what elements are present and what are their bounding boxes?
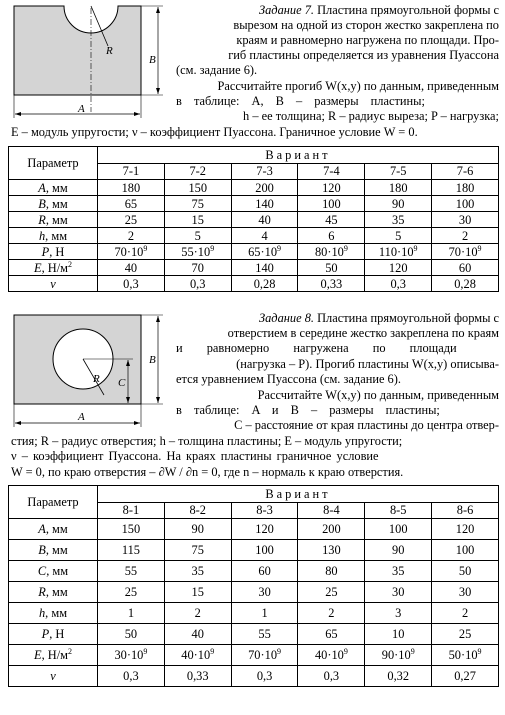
task8-cell: 35: [164, 561, 231, 582]
task8-cell: 0,3: [98, 666, 165, 687]
task7-cell: 70: [164, 260, 231, 276]
task8-cell: 30: [231, 582, 298, 603]
table-row: [9, 582, 499, 603]
task8-row-label: ν: [9, 666, 98, 687]
table-row: [9, 540, 499, 561]
task8-line-7: в таблице: A и B – размеры пластины;: [176, 403, 440, 417]
task8-cell: $90\cdot 10^9$: [365, 645, 432, 666]
task7-row-label: h, мм: [9, 228, 98, 244]
task7-cell: $55\cdot 10^9$: [164, 244, 231, 260]
task7-variant-cell: 7-4: [298, 163, 365, 180]
task8-cell: 50: [98, 624, 165, 645]
table-row: [9, 666, 499, 687]
task8-cell: 200: [298, 519, 365, 540]
task7-cell: 15: [164, 212, 231, 228]
task7-cell: 35: [365, 212, 432, 228]
task8-cell: 0,27: [432, 666, 499, 687]
task7-cell: 100: [432, 196, 499, 212]
task7-variant-header: Вариант: [98, 147, 499, 164]
task7-cell: 0,3: [98, 276, 165, 292]
task7-cell: 50: [298, 260, 365, 276]
task7-variant-cell: 7-3: [231, 163, 298, 180]
task7-cell: 60: [432, 260, 499, 276]
task7-line-9: E – модуль упругости; ν – коэффициент Пуассона. Граничное условие W = 0.: [11, 125, 418, 139]
task8-cell: 10: [365, 624, 432, 645]
task7-cell: $80\cdot 10^9$: [298, 244, 365, 260]
task7-label-r: R: [106, 45, 113, 57]
task7-variant-cell: 7-1: [98, 163, 165, 180]
task8-variant-header: Вариант: [98, 486, 499, 503]
table-row: [9, 276, 499, 292]
task7-line-2: вырезом на одной из сторон жестко закреплена по: [233, 18, 499, 32]
task8-title: Задание 8.: [258, 311, 314, 325]
task7-cell: 45: [298, 212, 365, 228]
task8-cell: 120: [231, 519, 298, 540]
table-row: [9, 212, 499, 228]
task8-cell: $50\cdot 10^9$: [432, 645, 499, 666]
task8-row-label: B, мм: [9, 540, 98, 561]
task8-cell: 1: [98, 603, 165, 624]
task8-cell: 100: [231, 540, 298, 561]
task7-cell: $70\cdot 10^9$: [432, 244, 499, 260]
table-row: [9, 645, 499, 666]
task8-cell: 80: [298, 561, 365, 582]
task7-cell: 75: [164, 196, 231, 212]
task8-variant-cell: 8-4: [298, 502, 365, 519]
task8-line-2: отверстием в середине жестко закреплена по краям: [227, 326, 499, 340]
task8-cell: 120: [432, 519, 499, 540]
task7-cell: 90: [365, 196, 432, 212]
task8-row-label: h, мм: [9, 603, 98, 624]
task8-cell: 50: [432, 561, 499, 582]
task8-cell: $40\cdot 10^9$: [298, 645, 365, 666]
table-row: [9, 244, 499, 260]
task8-variant-cell: 8-3: [231, 502, 298, 519]
task7-line-8: h – ее толщина; R – радиус выреза; P – нагрузка;: [243, 109, 499, 123]
table-row: [9, 561, 499, 582]
task8-cell: 130: [298, 540, 365, 561]
table-row: [9, 260, 499, 276]
task7-variant-cell: 7-2: [164, 163, 231, 180]
task8-cell: 55: [231, 624, 298, 645]
task8-cell: 15: [164, 582, 231, 603]
task7-cell: 140: [231, 196, 298, 212]
task7-row-label: R, мм: [9, 212, 98, 228]
task8-cell: 25: [298, 582, 365, 603]
task8-cell: 25: [432, 624, 499, 645]
task7-cell: 120: [365, 260, 432, 276]
task7-cell: 40: [231, 212, 298, 228]
task7-figure: [8, 2, 180, 120]
task8-variant-cell: 8-5: [365, 502, 432, 519]
task8-cell: 100: [365, 519, 432, 540]
task8-cell: 40: [164, 624, 231, 645]
task7-line-1: [209, 3, 499, 18]
task8-cell: 30: [365, 582, 432, 603]
task8-cell: 35: [365, 561, 432, 582]
task8-label-c: C: [118, 377, 126, 389]
task8-row-label: C, мм: [9, 561, 98, 582]
task7-table: [8, 146, 499, 292]
task8-cell: 75: [164, 540, 231, 561]
task8-cell: 90: [365, 540, 432, 561]
task8-line-1-text: Пластина прямоугольной формы с: [317, 311, 499, 325]
task8-line-6: Рассчитайте W(x,y) по данным, приведенным: [257, 388, 499, 402]
task8-cell: 100: [432, 540, 499, 561]
task8-label-a: A: [78, 411, 85, 423]
task8-line-3: и равномерно нагружена по площади: [176, 341, 457, 355]
task8-table: [8, 485, 499, 687]
task7-row-label: A, мм: [9, 180, 98, 196]
task8-label-b: B: [149, 354, 156, 366]
task7-cell: 180: [432, 180, 499, 196]
task8-cell: $30\cdot 10^9$: [98, 645, 165, 666]
task8-cell: 115: [98, 540, 165, 561]
task7-row-label: E, $Н/м^2$: [9, 260, 98, 276]
task7-title: Задание 7.: [258, 3, 314, 17]
table-row: [9, 196, 499, 212]
task8-cell: 0,3: [231, 666, 298, 687]
task7-label-b: B: [149, 54, 156, 66]
task8-figure: [8, 312, 180, 430]
task7-cell: 40: [98, 260, 165, 276]
task7-cell: 25: [98, 212, 165, 228]
table-row: [9, 603, 499, 624]
task7-row-label: B, мм: [9, 196, 98, 212]
task8-variant-cell: 8-2: [164, 502, 231, 519]
task7-cell: 2: [432, 228, 499, 244]
task7-cell: 180: [365, 180, 432, 196]
task8-cell: 3: [365, 603, 432, 624]
task8-cell: 2: [432, 603, 499, 624]
task8-cell: $70\cdot 10^9$: [231, 645, 298, 666]
task8-cell: 1: [231, 603, 298, 624]
task7-cell: 2: [98, 228, 165, 244]
task7-cell: 4: [231, 228, 298, 244]
task8-cell: 60: [231, 561, 298, 582]
task7-label-a: A: [78, 103, 85, 115]
task7-cell: $70\cdot 10^9$: [98, 244, 165, 260]
task8-cell: 90: [164, 519, 231, 540]
task8-line-1: [209, 311, 499, 326]
task8-cell: 0,32: [365, 666, 432, 687]
table-row: [9, 519, 499, 540]
table-row: [9, 180, 499, 196]
task8-cell: 2: [164, 603, 231, 624]
task8-line-4: (нагрузка – P). Прогиб пластины W(x,y) описыва-: [236, 357, 499, 371]
task7-variant-cell: 7-6: [432, 163, 499, 180]
task7-cell: 0,28: [432, 276, 499, 292]
task8-cell: 55: [98, 561, 165, 582]
task7-cell: 180: [98, 180, 165, 196]
task8-cell: 0,33: [164, 666, 231, 687]
task7-cell: 0,3: [164, 276, 231, 292]
task7-line-3: краям и равномерно нагружена по площади. Про-: [236, 33, 499, 47]
task7-cell: 5: [365, 228, 432, 244]
task7-cell: 0,28: [231, 276, 298, 292]
task7-line-6: Рассчитайте прогиб W(x,y) по данным, приведенным: [217, 79, 499, 93]
task7-line-5: (см. задание 6).: [176, 63, 258, 77]
task7-cell: 30: [432, 212, 499, 228]
task7-cell: 5: [164, 228, 231, 244]
table-row: [9, 624, 499, 645]
task8-cell: 65: [298, 624, 365, 645]
task7-cell: 6: [298, 228, 365, 244]
task7-line-7: в таблице: A, B – размеры пластины;: [176, 94, 425, 108]
task8-cell: 25: [98, 582, 165, 603]
task7-line-1-text: Пластина прямоугольной формы с: [317, 3, 499, 17]
task8-line-5: ется уравнением Пуассона (см. задание 6).: [176, 372, 401, 386]
task7-param-header: Параметр: [9, 147, 98, 180]
task7-cell: 0,33: [298, 276, 365, 292]
task8-row-label: E, $Н/м^2$: [9, 645, 98, 666]
task7-cell: 65: [98, 196, 165, 212]
task8-line-11: W = 0, по краю отверстия – ∂W / ∂n = 0, где n – нормаль к краю отверстия.: [11, 465, 404, 479]
task7-cell: 100: [298, 196, 365, 212]
task7-row-label: P, Н: [9, 244, 98, 260]
task8-cell: 0,3: [298, 666, 365, 687]
task7-variant-cell: 7-5: [365, 163, 432, 180]
task8-variant-cell: 8-6: [432, 502, 499, 519]
task7-cell: 140: [231, 260, 298, 276]
task8-param-header: Параметр: [9, 486, 98, 519]
task8-cell: 2: [298, 603, 365, 624]
task8-cell: $40\cdot 10^9$: [164, 645, 231, 666]
task8-line-8: C – расстояние от края пластины до центра отвер-: [234, 418, 499, 432]
table-row: [9, 228, 499, 244]
task7-row-label: ν: [9, 276, 98, 292]
task7-cell: 0,3: [365, 276, 432, 292]
task8-row-label: P, Н: [9, 624, 98, 645]
task8-cell: 30: [432, 582, 499, 603]
task8-variant-cell: 8-1: [98, 502, 165, 519]
task8-cell: 150: [98, 519, 165, 540]
task8-row-label: R, мм: [9, 582, 98, 603]
task7-cell: $110\cdot 10^9$: [365, 244, 432, 260]
task7-line-4: гиб пластины определяется из уравнения Пуассона: [228, 48, 499, 62]
task7-cell: $65\cdot 10^9$: [231, 244, 298, 260]
task8-line-9: стия; R – радиус отверстия; h – толщина пластины; E – модуль упругости;: [11, 434, 403, 448]
task8-line-10: ν – коэффициент Пуассона. На краях пластины граничное условие: [11, 449, 379, 463]
task7-cell: 200: [231, 180, 298, 196]
task7-cell: 150: [164, 180, 231, 196]
task7-cell: 120: [298, 180, 365, 196]
task8-row-label: A, мм: [9, 519, 98, 540]
task8-label-r: R: [93, 373, 100, 385]
